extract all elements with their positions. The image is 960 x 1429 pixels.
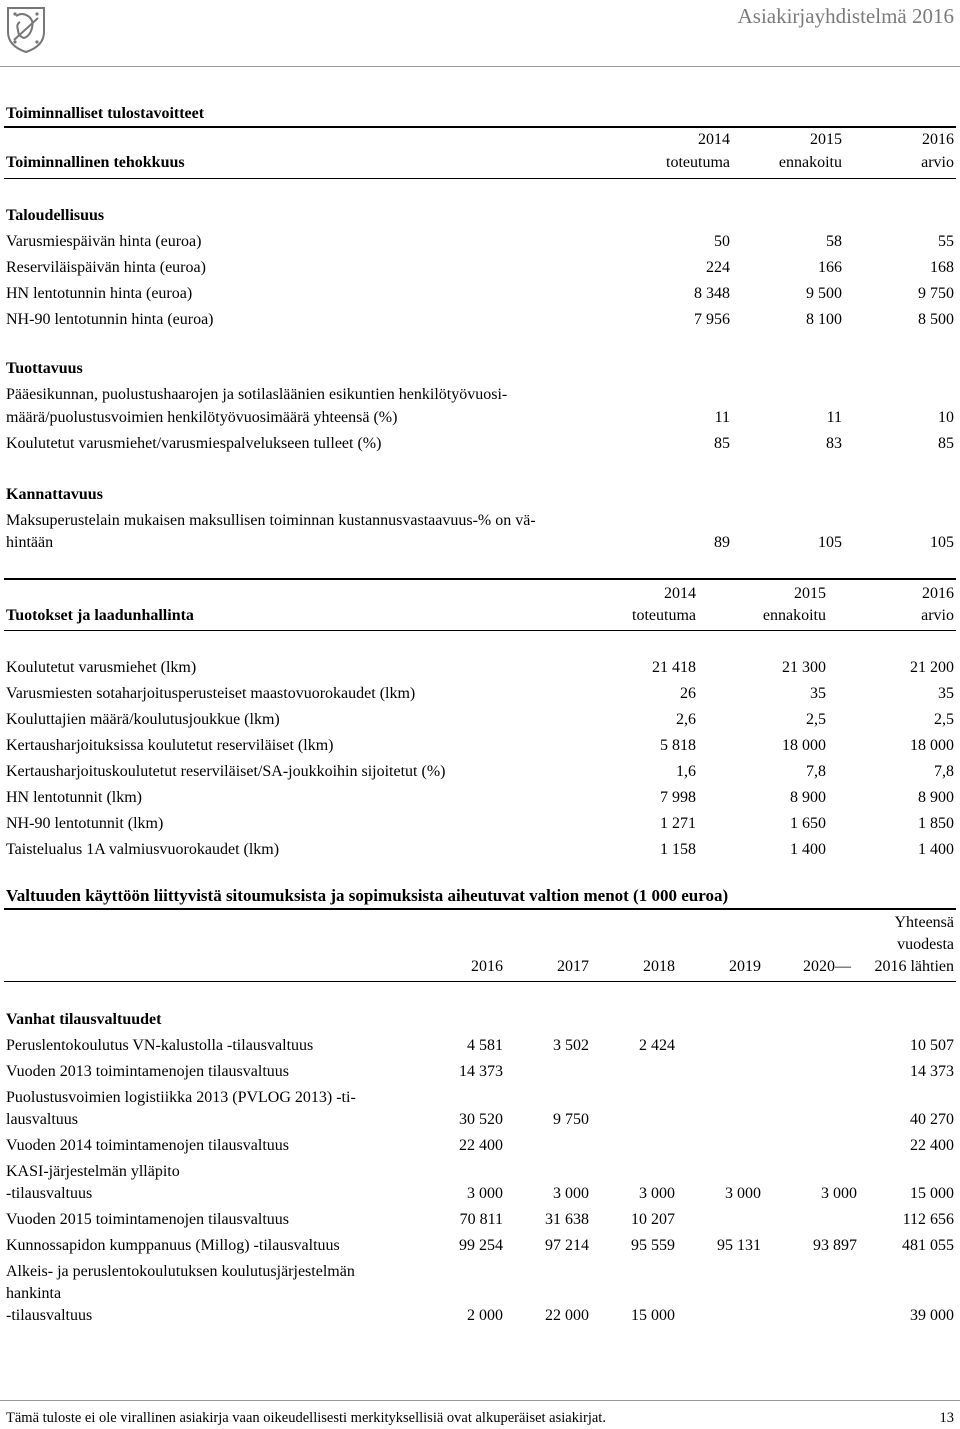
coat-of-arms-logo xyxy=(4,2,48,54)
cell: 55 xyxy=(938,233,954,250)
s1-col-year: 2015 xyxy=(810,131,842,148)
cell: 3 502 xyxy=(553,1037,589,1054)
cell: 5 818 xyxy=(660,737,696,754)
cell: 11 xyxy=(826,409,842,426)
row-label: HN lentotunnin hinta (euroa) xyxy=(6,285,193,302)
cell: 1 650 xyxy=(790,815,826,832)
total-header: vuodesta xyxy=(897,936,954,953)
table-row xyxy=(0,232,960,254)
table-row xyxy=(0,408,960,430)
cell: 70 811 xyxy=(459,1211,503,1228)
section1-header-rule xyxy=(4,178,956,179)
table-row xyxy=(0,1210,960,1232)
table-row xyxy=(0,762,960,784)
s2-col-year: 2015 xyxy=(794,585,826,602)
table-row xyxy=(0,258,960,280)
table-row xyxy=(0,710,960,732)
year-header: 2020— xyxy=(803,958,851,975)
cell: 50 xyxy=(714,233,730,250)
row-label: Koulutetut varusmiehet (lkm) xyxy=(6,659,197,676)
total-header: Yhteensä xyxy=(894,914,954,931)
cell: 35 xyxy=(810,685,826,702)
section2-rule-top xyxy=(4,578,956,580)
cell: 7,8 xyxy=(806,763,826,780)
table-row xyxy=(0,840,960,862)
row-label: Varusmiesten sotaharjoitusperusteiset maastovuorokaudet (lkm) xyxy=(6,685,416,702)
s2-col-year: 2016 xyxy=(922,585,954,602)
table-row xyxy=(0,814,960,836)
header-divider xyxy=(0,66,960,67)
year-header: 2018 xyxy=(643,958,675,975)
s1-col-year: 2014 xyxy=(698,131,730,148)
cell: 3 000 xyxy=(553,1185,589,1202)
row-label-cont: -tilausvaltuus xyxy=(6,1185,93,1202)
row-label: Kouluttajien määrä/koulutusjoukkue (lkm) xyxy=(6,711,280,728)
cell: 1 400 xyxy=(918,841,954,858)
cell: 3 000 xyxy=(639,1185,675,1202)
table-row xyxy=(0,284,960,306)
cell: 18 000 xyxy=(782,737,826,754)
page-number: 13 xyxy=(939,1410,954,1426)
cell: 7 998 xyxy=(660,789,696,806)
cell: 8 500 xyxy=(918,311,954,328)
row-label: Reserviläispäivän hinta (euroa) xyxy=(6,259,206,276)
cell: 22 400 xyxy=(459,1137,503,1154)
row-label: Vuoden 2013 toimintamenojen tilausvaltuus xyxy=(6,1063,289,1080)
section3-header-rule xyxy=(4,981,956,982)
cell: 7,8 xyxy=(934,763,954,780)
table-row xyxy=(0,434,960,456)
cell: 3 000 xyxy=(467,1185,503,1202)
s2-col-type: ennakoitu xyxy=(762,607,826,624)
row-label: KASI-järjestelmän ylläpito xyxy=(6,1163,180,1180)
s2-col-year: 2014 xyxy=(664,585,696,602)
cell: 10 207 xyxy=(631,1211,675,1228)
cell: 8 100 xyxy=(806,311,842,328)
cell: 8 900 xyxy=(790,789,826,806)
group-title: Vanhat tilausvaltuudet xyxy=(6,1011,162,1028)
cell: 11 xyxy=(714,409,730,426)
cell: 2,5 xyxy=(934,711,954,728)
cell: 99 254 xyxy=(459,1237,503,1254)
row-label: Vuoden 2014 toimintamenojen tilausvaltuus xyxy=(6,1137,289,1154)
cell: 14 373 xyxy=(910,1063,954,1080)
group-title: Tuottavuus xyxy=(6,360,83,377)
section3-heading: Valtuuden käyttöön liittyvistä sitoumuksista ja sopimuksista aiheutuvat valtion menot (1 000 euroa) xyxy=(6,886,729,905)
footer-note: Tämä tuloste ei ole virallinen asiakirja vaan oikeudellisesti merkityksellisiä ovat alkuperäiset asiakirjat. xyxy=(6,1410,606,1426)
cell: 39 000 xyxy=(910,1307,954,1324)
cell: 97 214 xyxy=(545,1237,589,1254)
cell: 481 055 xyxy=(902,1237,954,1254)
cell: 105 xyxy=(818,534,842,551)
cell: 166 xyxy=(818,259,842,276)
table-row xyxy=(0,310,960,332)
section1-rule-top xyxy=(4,126,956,128)
footer-divider xyxy=(0,1400,960,1401)
section1-subheading: Toiminnallinen tehokkuus xyxy=(6,154,185,171)
section1-heading: Toiminnalliset tulostavoitteet xyxy=(6,105,205,122)
table-row xyxy=(0,1110,960,1132)
cell: 10 507 xyxy=(910,1037,954,1054)
row-label-cont: hankinta xyxy=(6,1285,62,1302)
cell: 112 656 xyxy=(902,1211,954,1228)
table-row xyxy=(0,1136,960,1158)
cell: 21 200 xyxy=(910,659,954,676)
cell: 85 xyxy=(714,435,730,452)
year-header: 2017 xyxy=(557,958,589,975)
cell: 9 750 xyxy=(553,1111,589,1128)
cell: 93 897 xyxy=(813,1237,857,1254)
row-label: Peruslentokoulutus VN-kalustolla -tilausvaltuus xyxy=(6,1037,314,1054)
row-label-cont: hintään xyxy=(6,534,54,551)
row-label: Varusmiespäivän hinta (euroa) xyxy=(6,233,202,250)
table-row xyxy=(0,736,960,758)
group-title: Kannattavuus xyxy=(6,486,103,503)
document-title: Asiakirjayhdistelmä 2016 xyxy=(737,4,954,28)
s1-col-type: ennakoitu xyxy=(778,154,842,171)
s1-col-type: toteutuma xyxy=(666,154,730,171)
cell: 26 xyxy=(680,685,696,702)
row-label: Vuoden 2015 toimintamenojen tilausvaltuus xyxy=(6,1211,289,1228)
cell: 7 956 xyxy=(694,311,730,328)
row-label: Kunnossapidon kumppanuus (Millog) -tilausvaltuus xyxy=(6,1237,340,1254)
year-header: 2019 xyxy=(729,958,761,975)
table-row xyxy=(0,684,960,706)
row-label: Alkeis- ja peruslentokoulutuksen koulutusjärjestelmän xyxy=(6,1263,355,1280)
cell: 4 581 xyxy=(467,1037,503,1054)
cell: 1 400 xyxy=(790,841,826,858)
section2-header-rule xyxy=(4,630,956,631)
cell: 89 xyxy=(714,534,730,551)
cell: 30 520 xyxy=(459,1111,503,1128)
table-row xyxy=(0,1062,960,1084)
year-header: 2016 xyxy=(471,958,503,975)
cell: 3 000 xyxy=(725,1185,761,1202)
section2-heading: Tuotokset ja laadunhallinta xyxy=(6,607,194,624)
s1-col-type: arvio xyxy=(921,154,954,171)
cell: 1 850 xyxy=(918,815,954,832)
row-label-cont: -tilausvaltuus xyxy=(6,1307,93,1324)
cell: 95 131 xyxy=(717,1237,761,1254)
cell: 58 xyxy=(826,233,842,250)
cell: 15 000 xyxy=(631,1307,675,1324)
cell: 21 300 xyxy=(782,659,826,676)
table-row xyxy=(0,1306,960,1328)
row-label-cont: lausvaltuus xyxy=(6,1111,78,1128)
cell: 8 348 xyxy=(694,285,730,302)
cell: 105 xyxy=(930,534,954,551)
cell: 83 xyxy=(826,435,842,452)
cell: 95 559 xyxy=(631,1237,675,1254)
table-row xyxy=(0,533,960,555)
cell: 14 373 xyxy=(459,1063,503,1080)
cell: 21 418 xyxy=(652,659,696,676)
section3-rule-top xyxy=(4,908,956,910)
cell: 22 000 xyxy=(545,1307,589,1324)
s2-col-type: arvio xyxy=(921,607,954,624)
cell: 10 xyxy=(938,409,954,426)
row-label: Taistelualus 1A valmiusvuorokaudet (lkm) xyxy=(6,841,280,858)
cell: 31 638 xyxy=(545,1211,589,1228)
cell: 85 xyxy=(938,435,954,452)
row-label: Koulutetut varusmiehet/varusmiespalvelukseen tulleet (%) xyxy=(6,435,382,452)
cell: 168 xyxy=(930,259,954,276)
table-row xyxy=(0,658,960,680)
cell: 1 158 xyxy=(660,841,696,858)
cell: 2 424 xyxy=(639,1037,675,1054)
cell: 8 900 xyxy=(918,789,954,806)
cell: 2,5 xyxy=(806,711,826,728)
group-title: Taloudellisuus xyxy=(6,207,105,224)
cell: 1 271 xyxy=(660,815,696,832)
cell: 18 000 xyxy=(910,737,954,754)
row-label: NH-90 lentotunnin hinta (euroa) xyxy=(6,311,214,328)
row-label-cont: määrä/puolustusvoimien henkilötyövuosimäärä yhteensä (%) xyxy=(6,409,398,426)
cell: 35 xyxy=(938,685,954,702)
cell: 2,6 xyxy=(676,711,696,728)
row-label: HN lentotunnit (lkm) xyxy=(6,789,142,806)
row-label: NH-90 lentotunnit (lkm) xyxy=(6,815,164,832)
total-header: 2016 lähtien xyxy=(874,958,954,975)
table-row xyxy=(0,788,960,810)
s2-col-type: toteutuma xyxy=(632,607,696,624)
table-row xyxy=(0,1036,960,1058)
cell: 9 750 xyxy=(918,285,954,302)
row-label: Pääesikunnan, puolustushaarojen ja sotilasläänien esikuntien henkilötyövuosi- xyxy=(6,386,508,403)
cell: 1,6 xyxy=(676,763,696,780)
row-label: Maksuperustelain mukaisen maksullisen toiminnan kustannusvastaavuus-% on vä- xyxy=(6,512,536,529)
cell: 15 000 xyxy=(910,1185,954,1202)
row-label: Kertausharjoituskoulutetut reserviläiset/SA-joukkoihin sijoitetut (%) xyxy=(6,763,446,780)
cell: 224 xyxy=(706,259,730,276)
row-label: Kertausharjoituksissa koulutetut reserviläiset (lkm) xyxy=(6,737,334,754)
cell: 22 400 xyxy=(910,1137,954,1154)
table-row xyxy=(0,1236,960,1258)
cell: 9 500 xyxy=(806,285,842,302)
s1-col-year: 2016 xyxy=(922,131,954,148)
table-row xyxy=(0,1184,960,1206)
row-label: Puolustusvoimien logistiikka 2013 (PVLOG 2013) -ti- xyxy=(6,1089,356,1106)
cell: 2 000 xyxy=(467,1307,503,1324)
cell: 3 000 xyxy=(821,1185,857,1202)
cell: 40 270 xyxy=(910,1111,954,1128)
